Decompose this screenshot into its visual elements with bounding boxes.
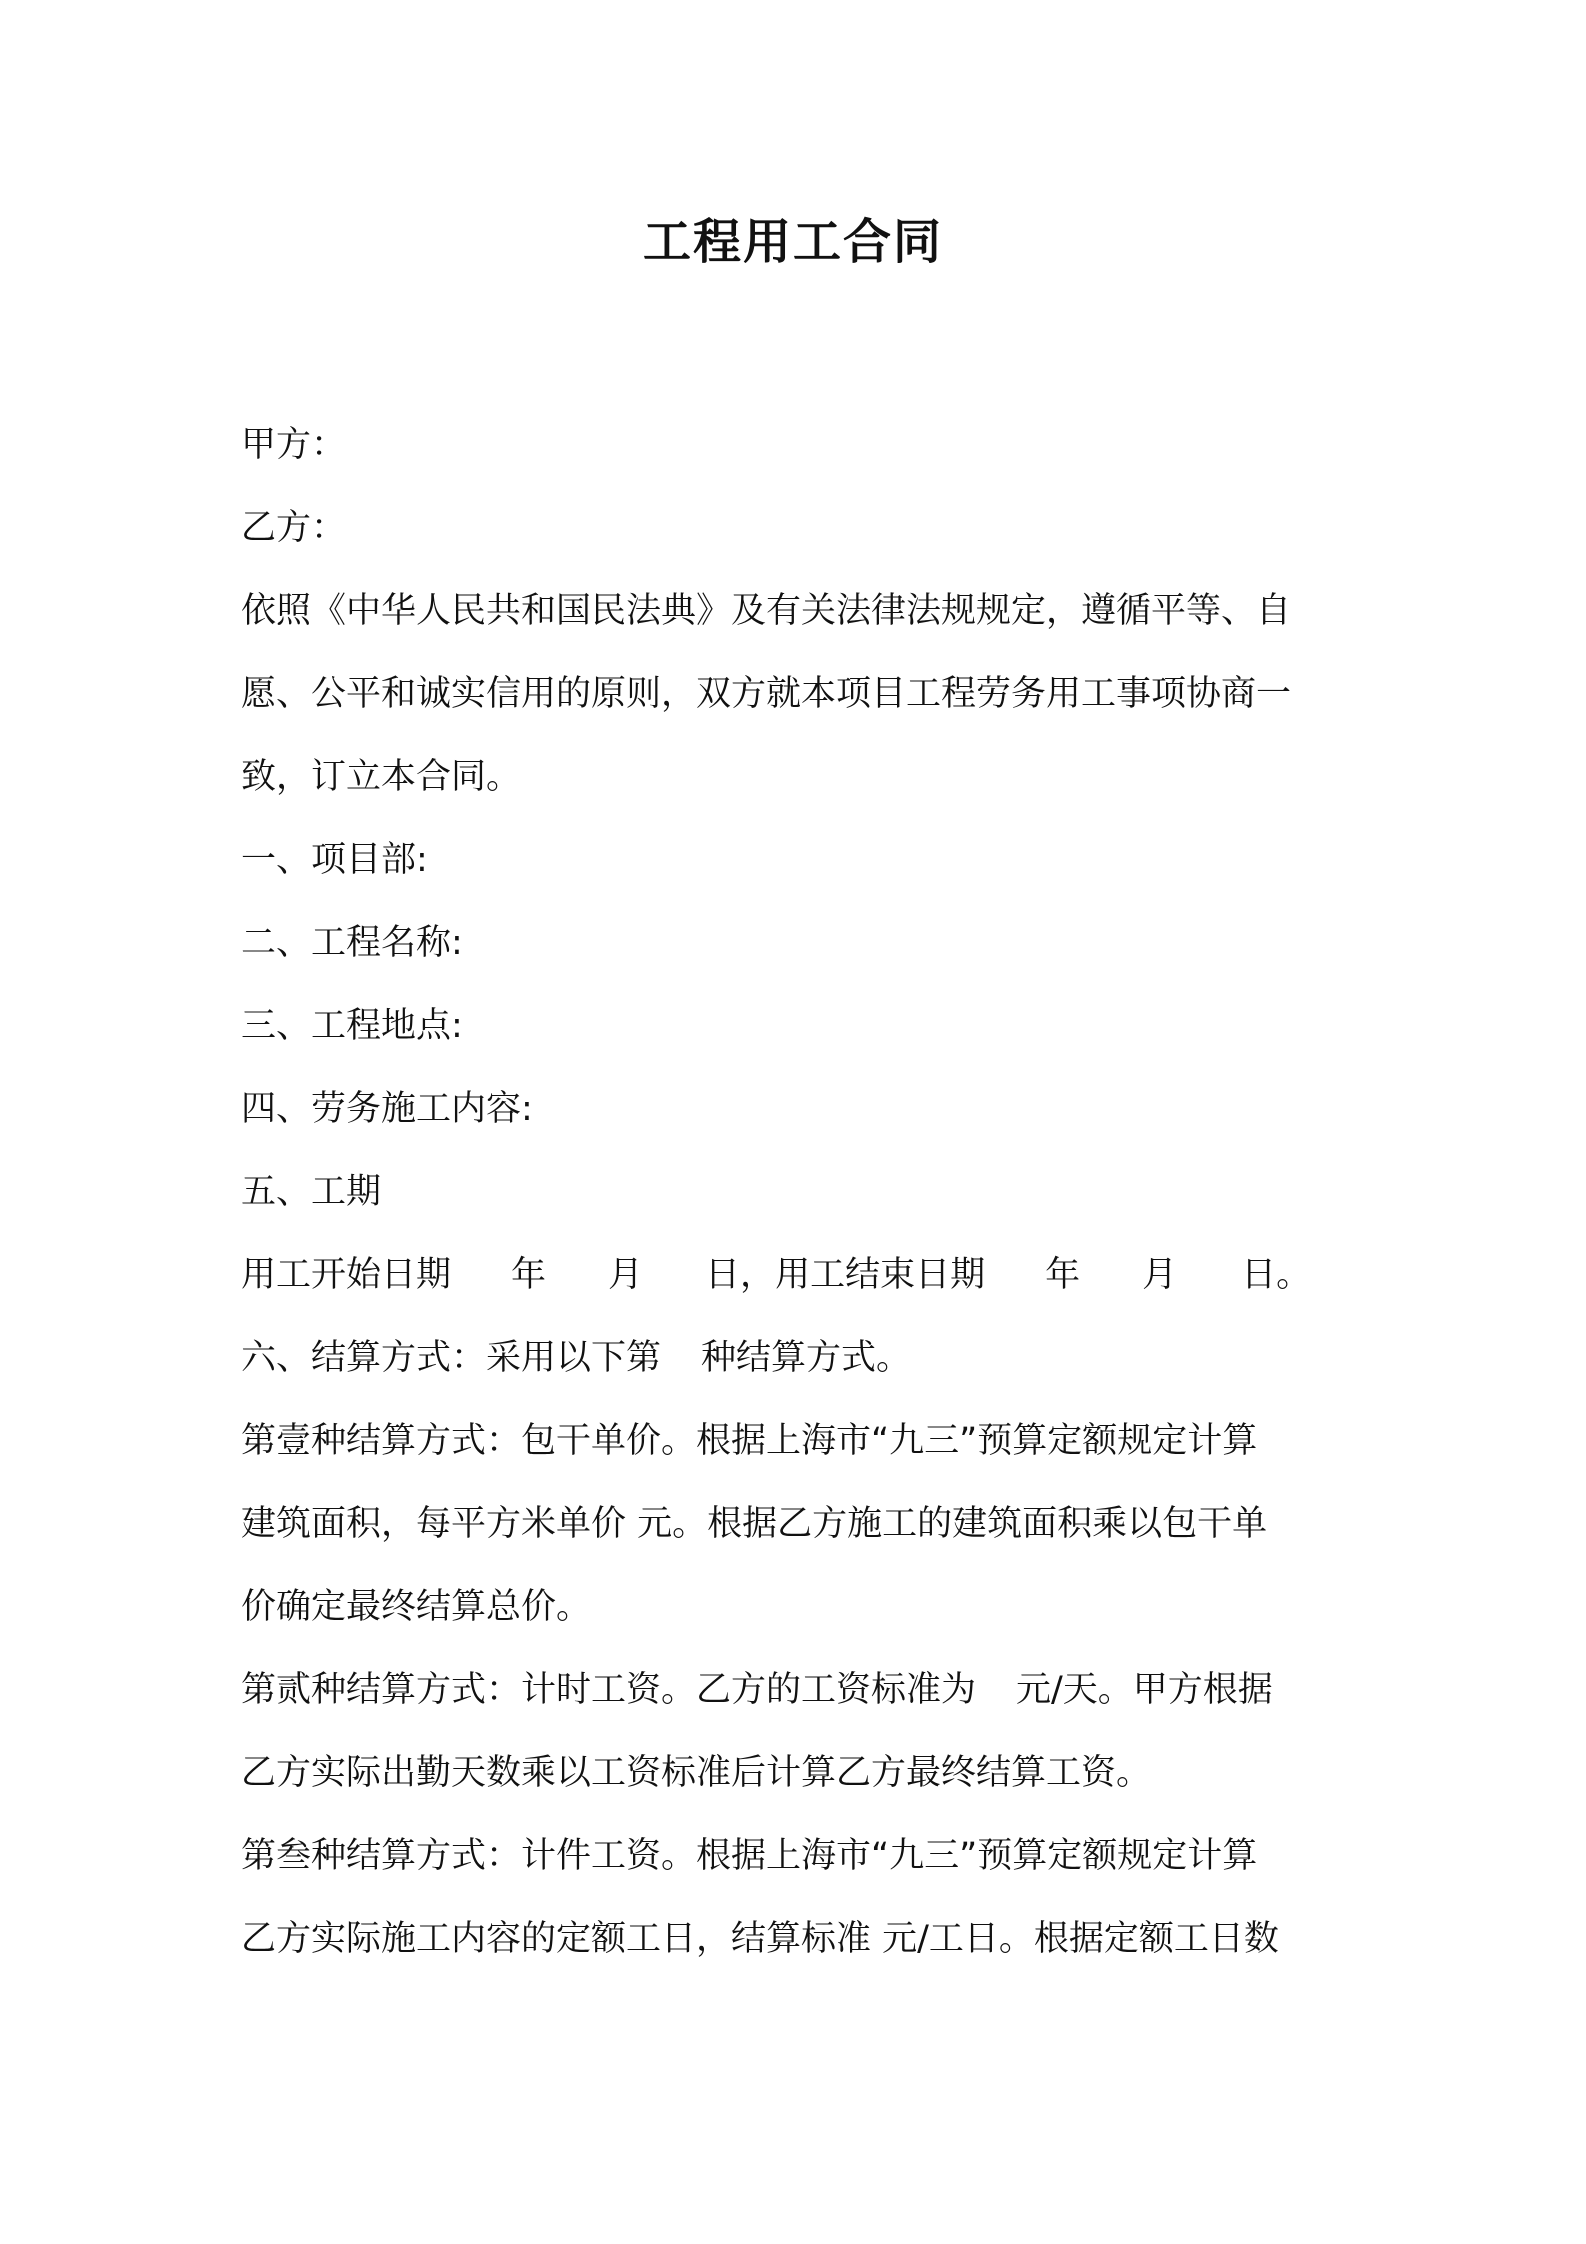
page-title: 工程用工合同 bbox=[642, 214, 943, 270]
start-year: 年 bbox=[511, 1255, 547, 1295]
method2-text-a: 第贰种结算方式：计时工资。乙方的工资标准为 bbox=[241, 1670, 977, 1710]
intro-line-3: 致，订立本合同。 bbox=[241, 757, 522, 797]
method1-line-1: 第壹种结算方式：包干单价。根据上海市“九三”预算定额规定计算 bbox=[241, 1421, 1258, 1461]
settlement-heading-a: 六、结算方式：采用以下第 bbox=[241, 1338, 662, 1378]
party-b-line: 乙方： bbox=[241, 508, 347, 548]
work-period-line bbox=[241, 1234, 1366, 1317]
end-month: 月 bbox=[1142, 1255, 1178, 1295]
method2-line-1 bbox=[241, 1649, 1366, 1732]
section-project-dept: 一、项目部: bbox=[241, 840, 428, 880]
section-work-period: 五、工期 bbox=[241, 1172, 382, 1212]
end-date-label: 用工结束日期 bbox=[775, 1255, 986, 1295]
end-year: 年 bbox=[1045, 1255, 1081, 1295]
start-date-label: 用工开始日期 bbox=[241, 1255, 452, 1295]
intro-line-2: 愿、公平和诚实信用的原则，双方就本项目工程劳务用工事项协商一 bbox=[241, 674, 1292, 714]
method3-line-2: 乙方实际施工内容的定额工日，结算标准 元/工日。根据定额工日数 bbox=[241, 1919, 1279, 1959]
section-labor-content: 四、劳务施工内容: bbox=[241, 1089, 533, 1129]
contract-body bbox=[241, 404, 1366, 1981]
method2-text-b: 元/天。甲方根据 bbox=[1016, 1670, 1273, 1710]
section-project-name: 二、工程名称: bbox=[241, 923, 463, 963]
method1-line-2: 建筑面积，每平方米单价 元。根据乙方施工的建筑面积乘以包干单 bbox=[241, 1504, 1268, 1544]
method3-line-1: 第叁种结算方式：计件工资。根据上海市“九三”预算定额规定计算 bbox=[241, 1836, 1258, 1876]
start-month: 月 bbox=[608, 1255, 644, 1295]
method1-line-3: 价确定最终结算总价。 bbox=[241, 1587, 592, 1627]
start-day: 日， bbox=[705, 1255, 776, 1295]
settlement-heading-b: 种结算方式。 bbox=[701, 1338, 912, 1378]
end-day: 日。 bbox=[1241, 1255, 1312, 1295]
method2-line-2: 乙方实际出勤天数乘以工资标准后计算乙方最终结算工资。 bbox=[241, 1753, 1152, 1793]
party-a-line: 甲方： bbox=[241, 425, 347, 465]
section-project-location: 三、工程地点: bbox=[241, 1006, 463, 1046]
settlement-heading bbox=[241, 1317, 1366, 1400]
intro-line-1: 依照《中华人民共和国民法典》及有关法律法规规定，遵循平等、自 bbox=[241, 591, 1292, 631]
